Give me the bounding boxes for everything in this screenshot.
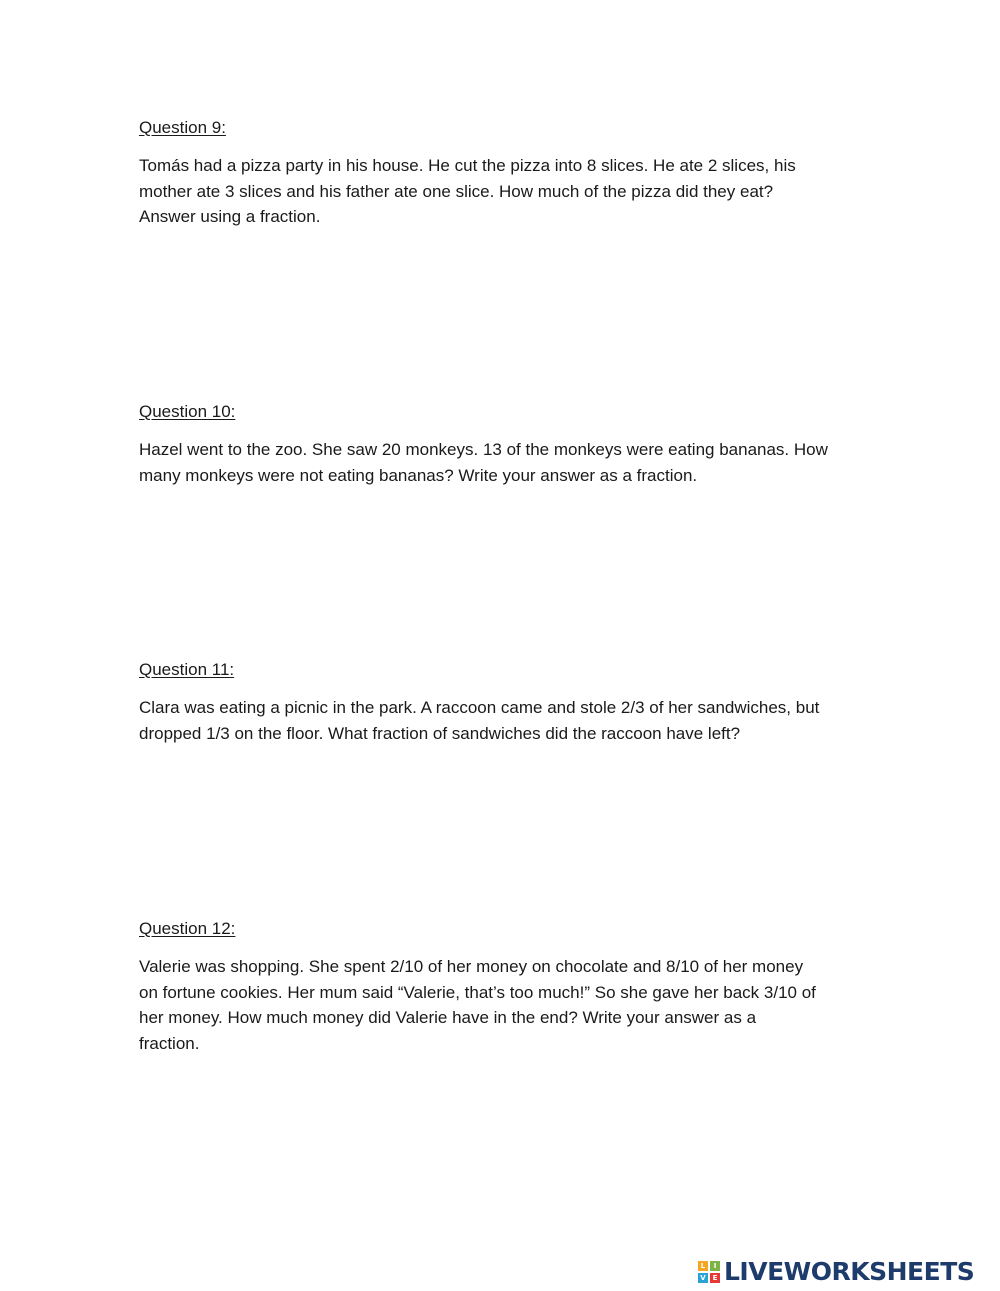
question-text-line: mother ate 3 slices and his father ate one slice. How much of the pizza did they eat?	[139, 181, 774, 201]
question-text-line: on fortune cookies. Her mum said “Valerie, that’s too much!” So she gave her back 3/10 of	[139, 982, 816, 1002]
question-text-line: Valerie was shopping. She spent 2/10 of her money on chocolate and 8/10 of her money	[139, 957, 804, 976]
logo-mark-tile: L	[698, 1261, 708, 1271]
question-text-line: dropped 1/3 on the floor. What fraction of sandwiches did the raccoon have left?	[139, 723, 741, 743]
question-10-heading: Question 10:	[139, 402, 236, 421]
question-text-line: fraction.	[139, 1033, 200, 1053]
question-text-line: Tomás had a pizza party in his house. He cut the pizza into 8 slices. He ate 2 slices, his	[139, 156, 796, 175]
question-text-line: Answer using a fraction.	[139, 207, 321, 227]
question-11-text	[139, 695, 879, 746]
liveworksheets-logo	[698, 1259, 974, 1285]
question-text-line: Hazel went to the zoo. She saw 20 monkeys. 13 of the monkeys were eating bananas. How	[139, 440, 828, 459]
question-9-heading: Question 9:	[139, 118, 226, 137]
question-12-heading: Question 12:	[139, 919, 236, 938]
question-text-line: her money. How much money did Valerie have in the end? Write your answer as a	[139, 1008, 757, 1028]
logo-mark-tile: I	[710, 1261, 720, 1271]
question-text-line: many monkeys were not eating bananas? Write your answer as a fraction.	[139, 465, 698, 485]
question-text-line: Clara was eating a picnic in the park. A raccoon came and stole 2/3 of her sandwiches, but	[139, 698, 820, 717]
question-9-text	[139, 153, 879, 230]
question-11-heading: Question 11:	[139, 660, 235, 679]
logo-mark-tile: E	[710, 1273, 720, 1283]
question-10-text	[139, 437, 879, 488]
logo-text: LIVEWORKSHEETS	[724, 1257, 975, 1286]
question-12-text	[139, 954, 879, 1056]
logo-mark-icon	[698, 1261, 720, 1283]
logo-mark-tile: V	[698, 1273, 708, 1283]
